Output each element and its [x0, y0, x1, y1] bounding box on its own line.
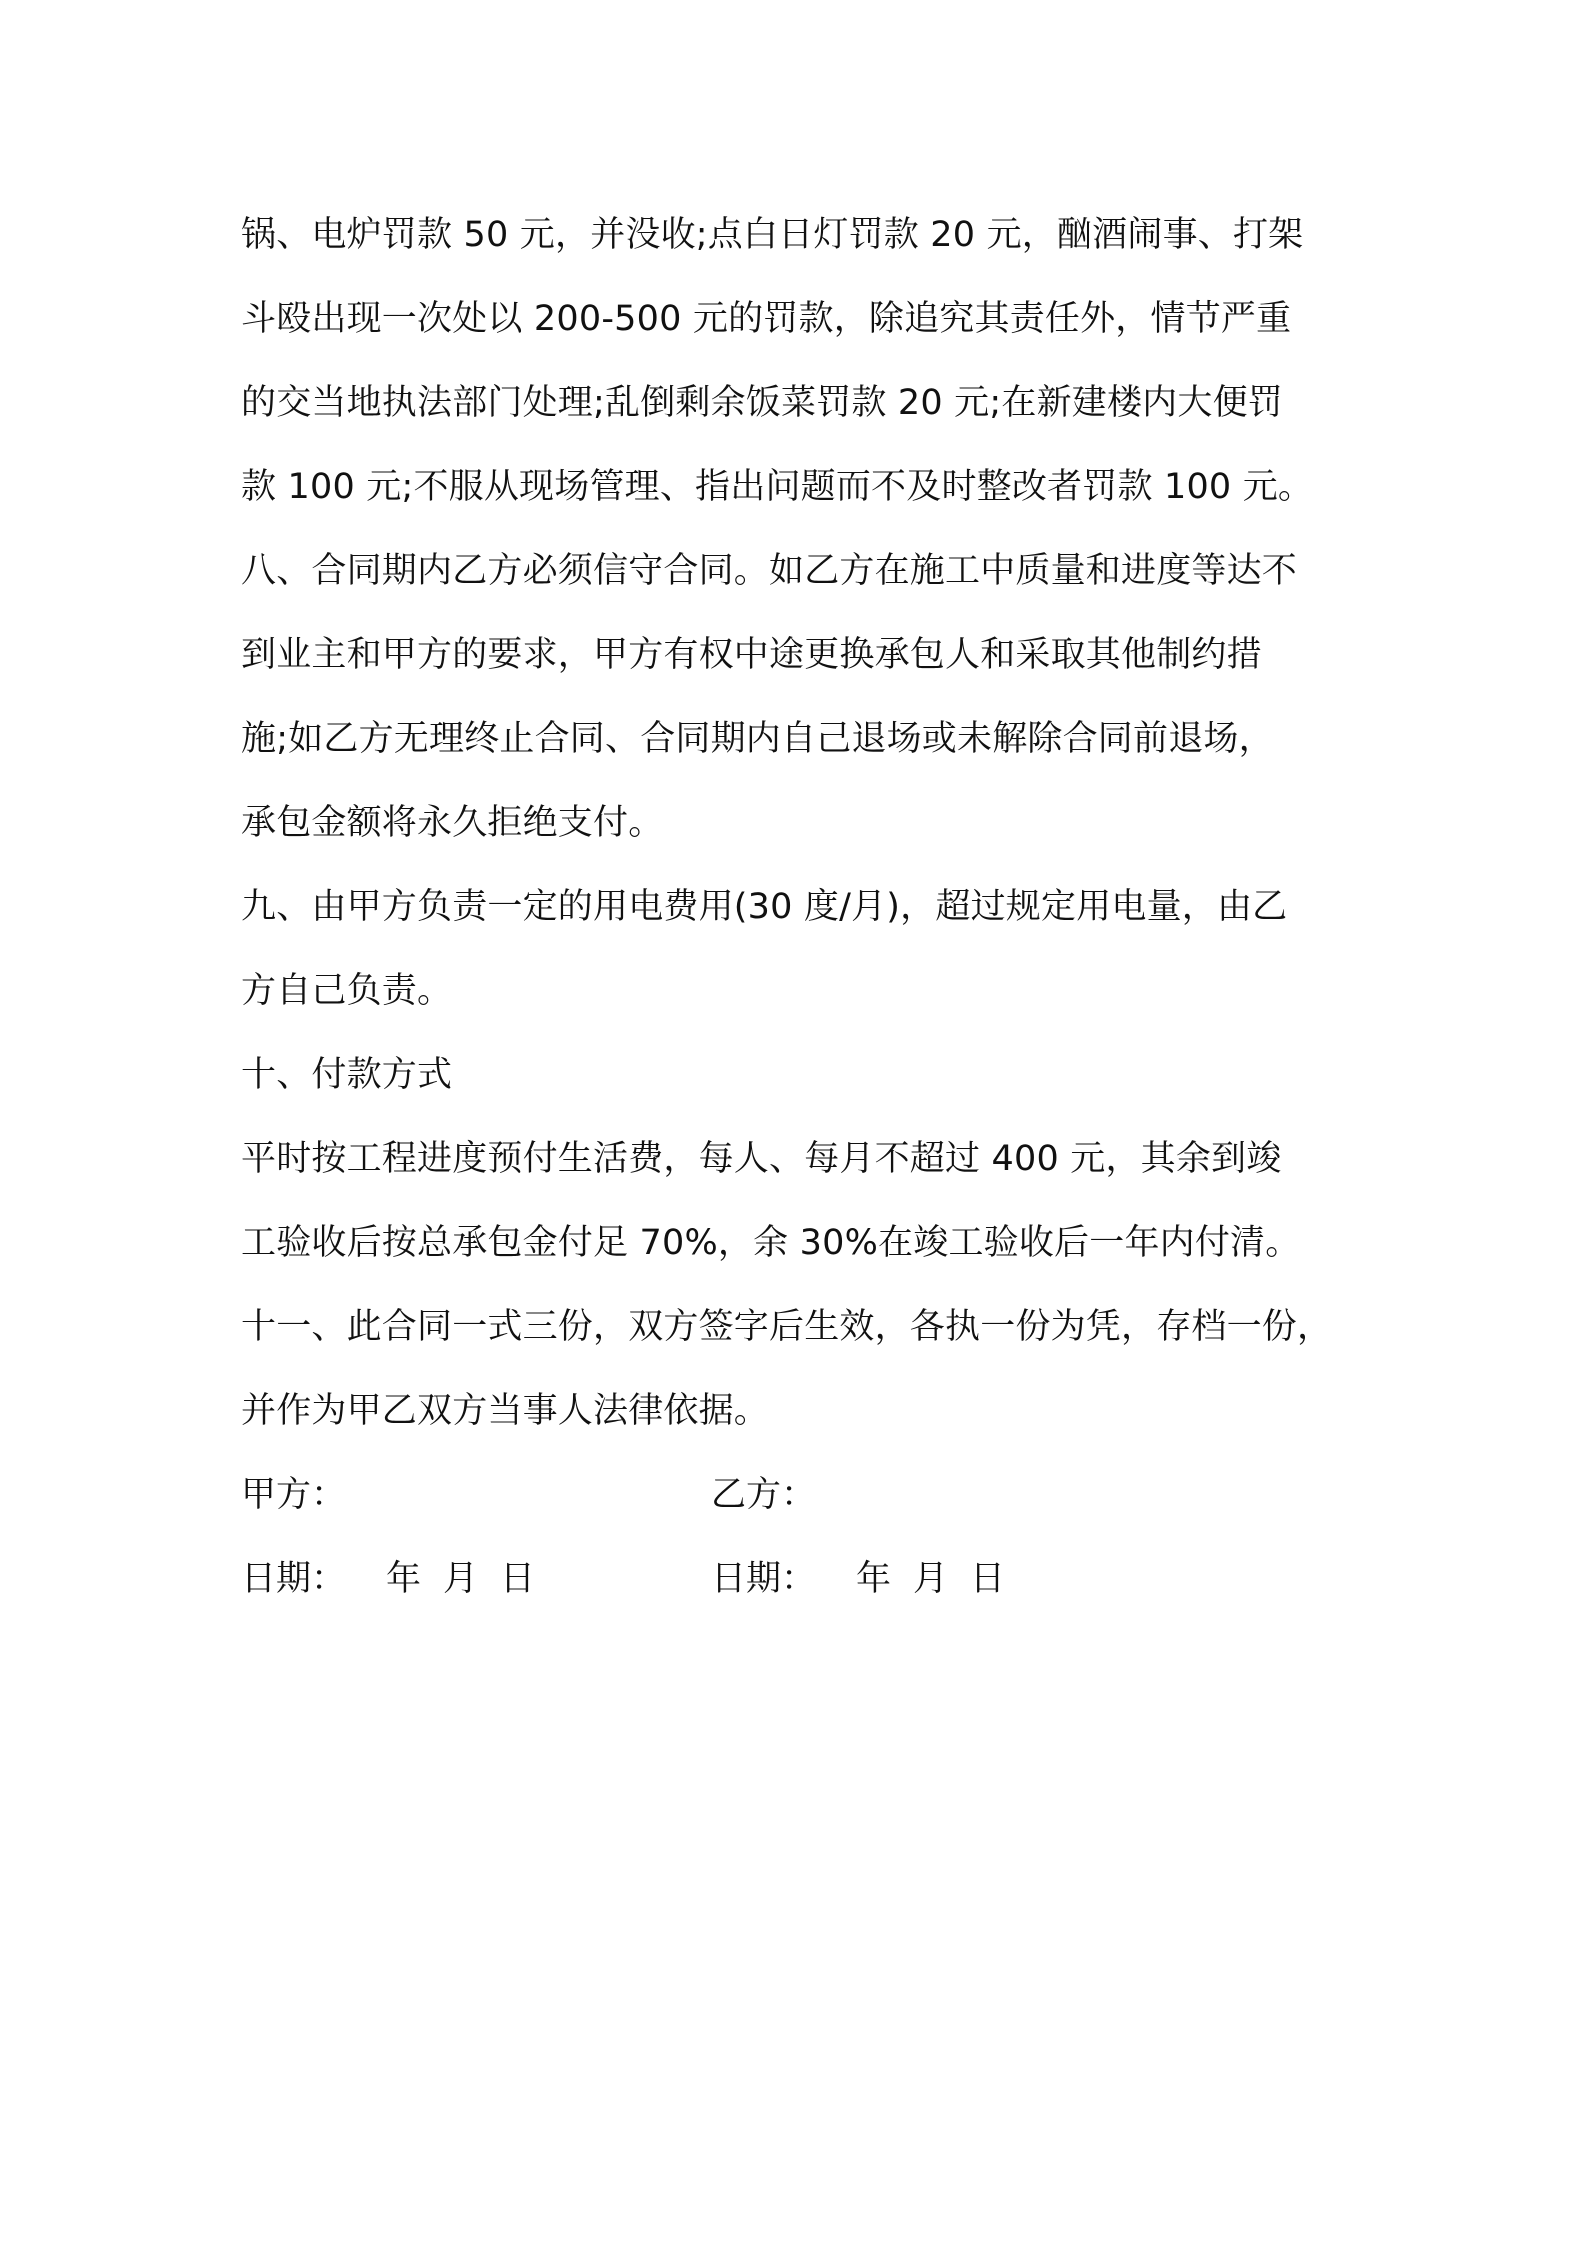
month-label: 月	[443, 1559, 479, 1599]
date-label: 日期：	[711, 1559, 817, 1599]
paragraph-line: 斗殴出现一次处以 200-500 元的罚款，除追究其责任外，情节严重	[241, 299, 1292, 339]
date-label: 日期：	[241, 1559, 347, 1599]
day-label: 日	[500, 1559, 536, 1599]
clause-11-line: 并作为甲乙双方当事人法律依据。	[241, 1391, 770, 1431]
party-b-label: 乙方：	[711, 1475, 817, 1515]
clause-9-line: 方自己负责。	[241, 971, 453, 1011]
clause-8-line: 承包金额将永久拒绝支付。	[241, 803, 664, 843]
party-a-date	[241, 1537, 535, 1621]
day-label: 日	[970, 1559, 1006, 1599]
party-b-date	[711, 1537, 1005, 1621]
clause-8-line: 施;如乙方无理终止合同、合同期内自己退场或未解除合同前退场，	[241, 719, 1274, 759]
clause-8-line: 八、合同期内乙方必须信守合同。如乙方在施工中质量和进度等达不	[241, 551, 1298, 591]
clause-10-heading: 十、付款方式	[241, 1055, 453, 1095]
clause-10-line: 工验收后按总承包金付足 70%，余 30%在竣工验收后一年内付清。	[241, 1223, 1301, 1263]
date-row	[241, 1537, 1351, 1621]
document-body	[241, 193, 1351, 1621]
year-label: 年	[386, 1559, 422, 1599]
signature-row	[241, 1453, 1351, 1537]
paragraph-line: 款 100 元;不服从现场管理、指出问题而不及时整改者罚款 100 元。	[241, 467, 1314, 507]
clause-10-line: 平时按工程进度预付生活费，每人、每月不超过 400 元，其余到竣	[241, 1139, 1282, 1179]
party-a-label: 甲方：	[241, 1475, 347, 1515]
clause-11-line: 十一、此合同一式三份，双方签字后生效，各执一份为凭，存档一份，	[241, 1307, 1333, 1347]
clause-9-line: 九、由甲方负责一定的用电费用(30 度/月)，超过规定用电量，由乙	[241, 887, 1288, 927]
month-label: 月	[913, 1559, 949, 1599]
paragraph-line: 的交当地执法部门处理;乱倒剩余饭菜罚款 20 元;在新建楼内大便罚	[241, 383, 1283, 423]
year-label: 年	[856, 1559, 892, 1599]
paragraph-line: 锅、电炉罚款 50 元，并没收;点白日灯罚款 20 元，酗酒闹事、打架	[241, 215, 1304, 255]
clause-8-line: 到业主和甲方的要求，甲方有权中途更换承包人和采取其他制约措	[241, 635, 1262, 675]
